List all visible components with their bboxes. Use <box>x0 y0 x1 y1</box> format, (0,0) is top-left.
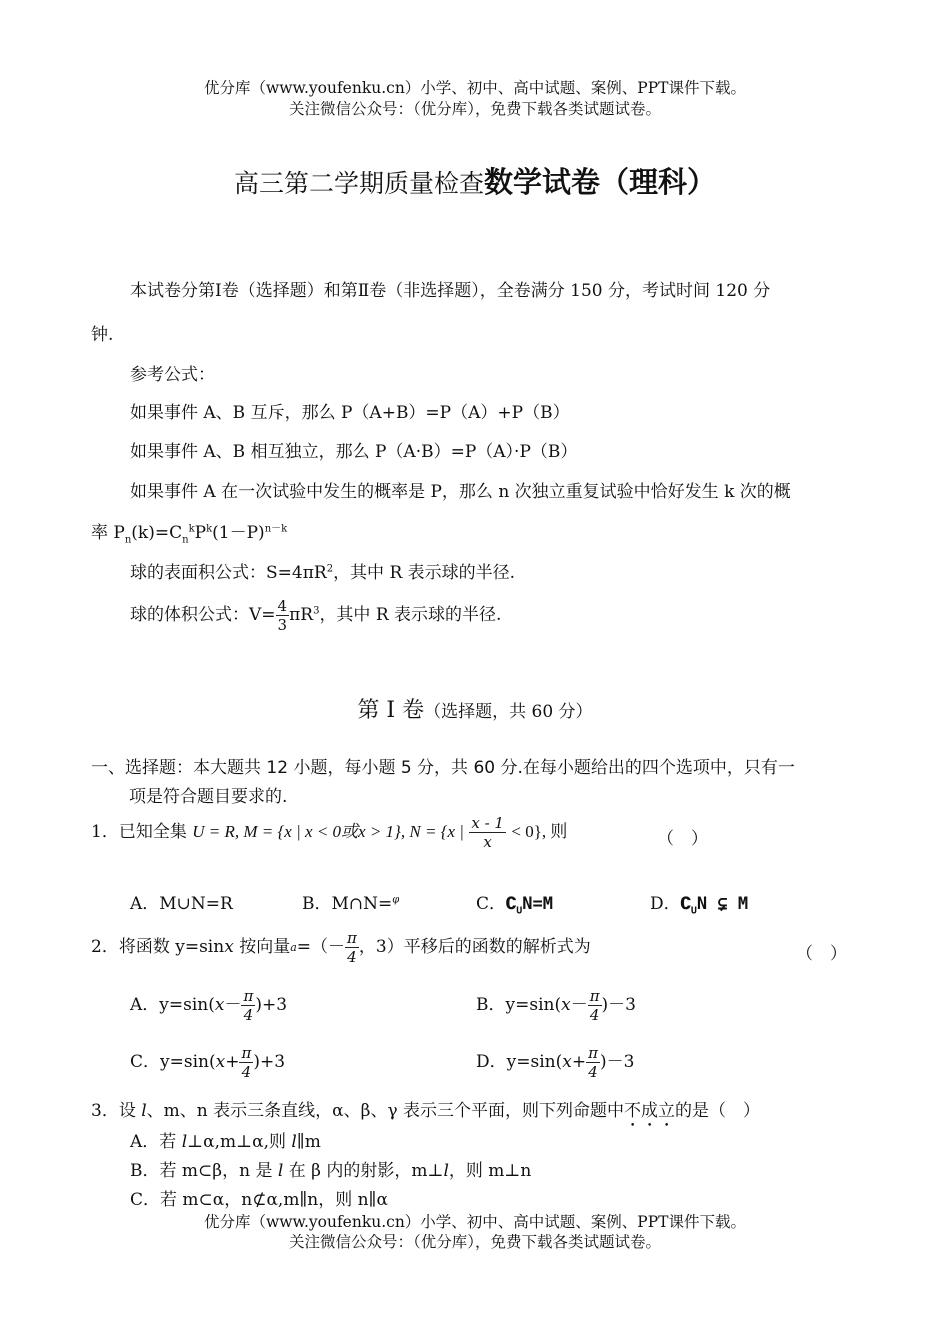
fraction-x-minus-1-over-x: $\frac{x - 1}{x}$ <box>471 814 504 851</box>
title-part-2: 数学试卷（理科） <box>484 165 717 199</box>
footer-line-2: 关注微信公众号：（优分库），免费下载各类试题试卷。 <box>288 1233 661 1251</box>
q2-option-b: B．y=sin(x－ $\frac{\pi}{4}$ )－3 <box>476 987 636 1024</box>
q1-option-b: B．M∩N=$^\varphi$ <box>302 894 400 914</box>
formula-3: 如果事件 A 在一次试验中发生的概率是 P，那么 n 次独立重复试验中恰好发生 k 次的概 <box>130 482 791 502</box>
header-line-2: 关注微信公众号：（优分库），免费下载各类试题试卷。 <box>288 100 661 118</box>
q2-option-d: D．y=sin(x+ $\frac{\pi}{4}$ )－3 <box>476 1044 635 1081</box>
header-line-1: 优分库（www.youfenku.cn）小学、初中、高中试题、案例、PPT课件下载。 <box>203 79 747 97</box>
q2-option-a: A．y=sin(x－ $\frac{\pi}{4}$ )+3 <box>130 987 288 1024</box>
q1-option-a: A．M∪N=R <box>130 894 233 914</box>
formula-6: 球的体积公式：V= $\frac{4}{3}$ $\pi R^3$，其中 R 表示球的半径. <box>130 597 502 634</box>
formula-heading: 参考公式： <box>130 365 215 385</box>
emphasized-not-true: 不成立 <box>624 1101 676 1121</box>
question-1: 1．已知全集 U = R, M = {x | x < 0或x > 1}, N = {x | $\frac{x - 1}{x}$ < 0}, 则 <box>91 814 568 851</box>
part-1-heading: 第 Ⅰ 卷（选择题，共 60 分） <box>357 698 593 723</box>
fraction-4-3: $\frac{4}{3}$ <box>277 597 288 634</box>
question-3: 3．设 l、m、n 表示三条直线，α、β、γ 表示三个平面，则下列命题中不成立的是（ ） <box>91 1101 761 1121</box>
section-1-line-1: 一、选择题：本大题共 12 小题，每小题 5 分，共 60 分.在每小题给出的四个选项中，只有一 <box>91 758 795 778</box>
formula-2: 如果事件 A、B 相互独立，那么 P（A·B）=P（A）·P（B） <box>130 442 578 462</box>
formula-1: 如果事件 A、B 互斥，那么 P（A+B）=P（A）+P（B） <box>130 403 570 423</box>
q3-option-a: A．若 l⊥α,m⊥α,则 l∥m <box>130 1132 321 1152</box>
title-part-1: 高三第二学期质量检查 <box>233 169 484 198</box>
question-2-answer-paren: （ ） <box>796 944 847 964</box>
section-1-line-2: 项是符合题目要求的. <box>129 787 288 807</box>
q1-option-c: C．$∁_UN=M$ <box>476 894 554 917</box>
formula-4: 率 $P_n(k)=C_n^kP^k(1-P)^{n-k}$ <box>91 523 288 546</box>
fraction-pi-4: $\frac{\pi}{4}$ <box>347 929 357 966</box>
intro-line-2: 钟. <box>91 325 114 345</box>
vector-a: a <box>290 941 297 954</box>
page-title <box>0 160 950 201</box>
q3-option-c: C．若 m⊂α，n⊄α,m∥n，则 n∥α <box>130 1190 388 1210</box>
intro-line-1: 本试卷分第Ⅰ卷（选择题）和第Ⅱ卷（非选择题），全卷满分 150 分，考试时间 120 分 <box>130 281 771 301</box>
footer-line-1: 优分库（www.youfenku.cn）小学、初中、高中试题、案例、PPT课件下载。 <box>203 1213 747 1231</box>
q2-option-c: C．y=sin(x+ $\frac{\pi}{4}$ )+3 <box>130 1044 286 1081</box>
question-1-answer-paren: （ ） <box>657 829 708 849</box>
q1-option-d: D．$∁_UN$ ⊊ M <box>650 894 749 917</box>
question-2: 2．将函数 y=sinx 按向量a=（－ $\frac{\pi}{4}$ ，3）平移后的函数的解析式为 <box>91 929 591 966</box>
formula-5: 球的表面积公式：$S=4\pi R^2$，其中 R 表示球的半径. <box>130 563 516 583</box>
q3-option-b: B．若 m⊂β，n 是 l 在 β 内的射影，m⊥l，则 m⊥n <box>130 1161 532 1181</box>
